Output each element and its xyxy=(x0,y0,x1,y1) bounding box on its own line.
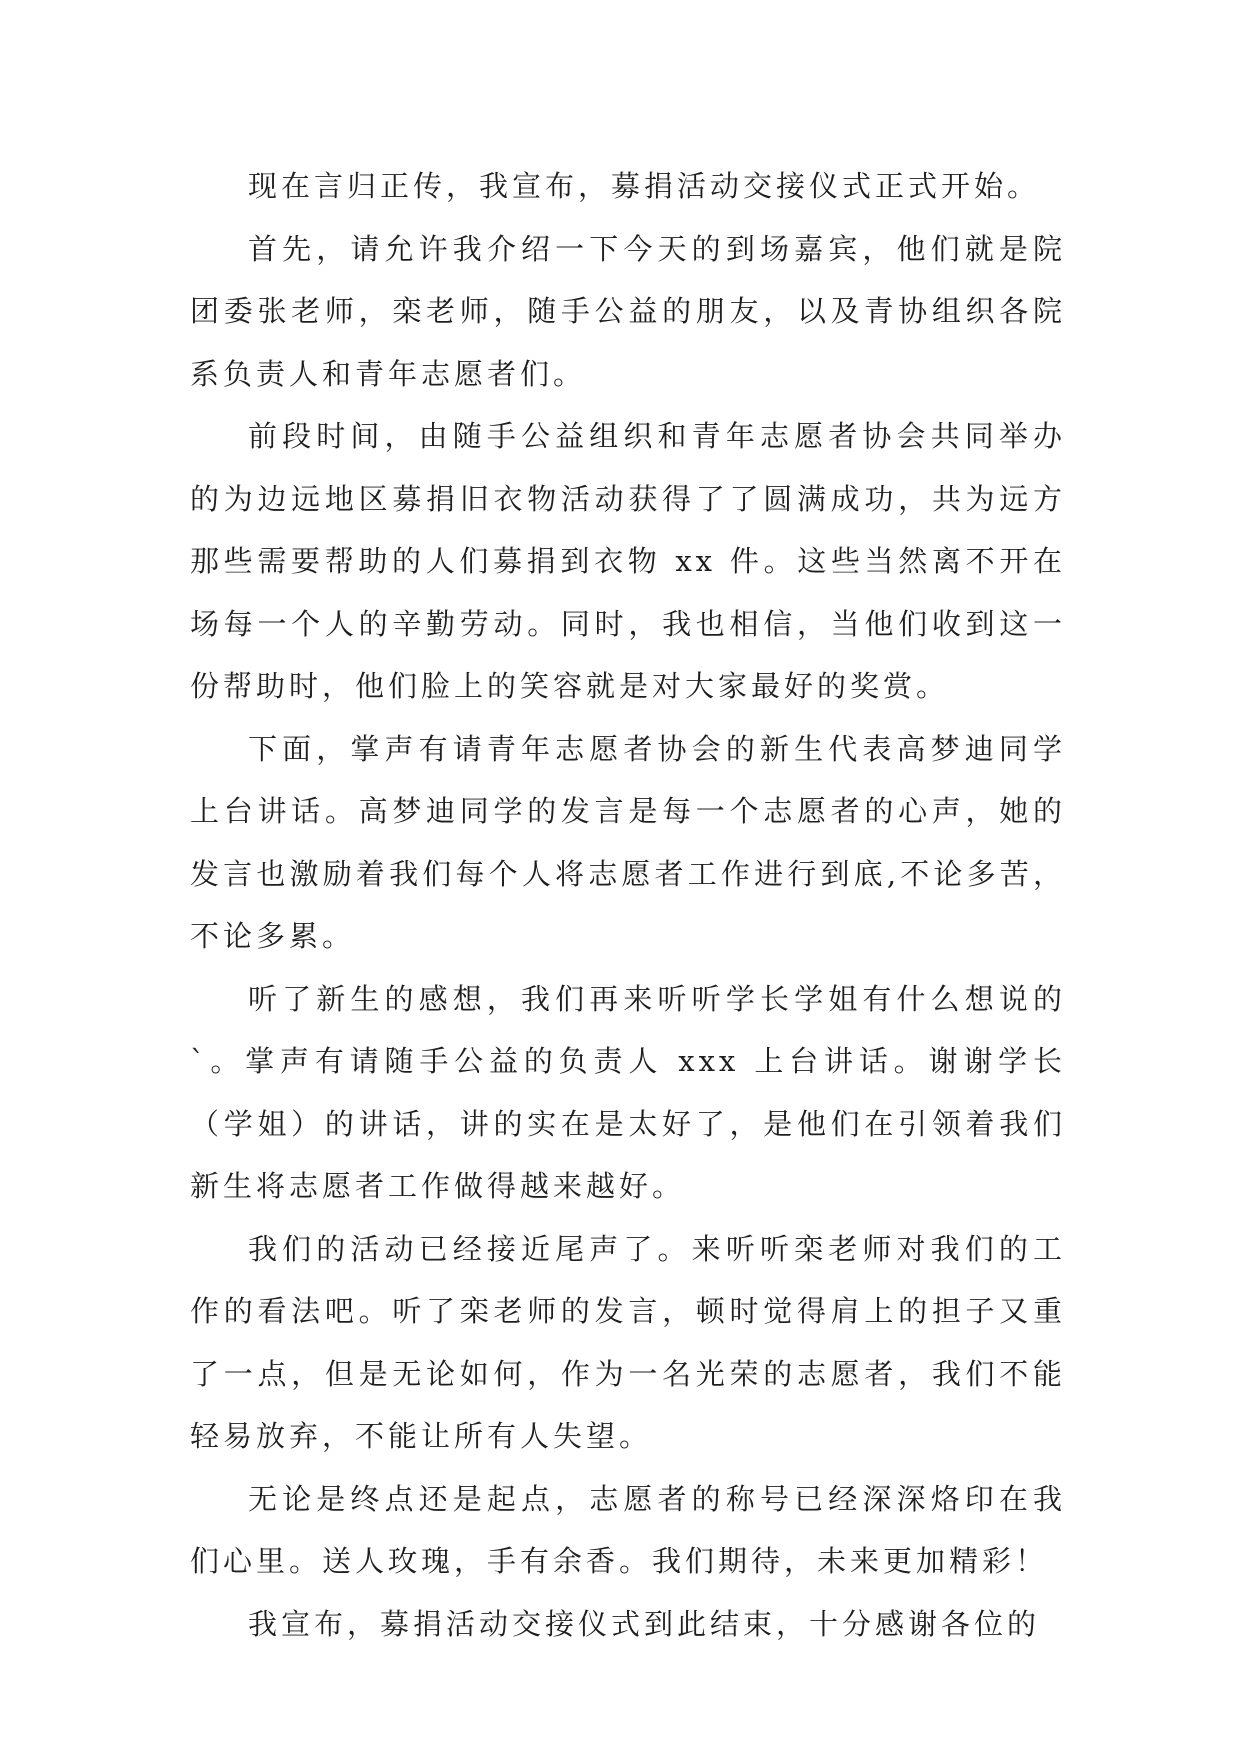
document-body xyxy=(190,155,1066,1655)
paragraph: 我宣布，募捐活动交接仪式到此结束，十分感谢各位的 xyxy=(248,1606,1041,1641)
paragraph: 下面，掌声有请青年志愿者协会的新生代表高梦迪同学上台讲话。高梦迪同学的发言是每一个志愿者的心声，她的发言也激励着我们每个人将志愿者工作进行到底,不论多苦，不论多累。 xyxy=(190,731,1066,953)
paragraph: 前段时间，由随手公益组织和青年志愿者协会共同举办的为边远地区募捐旧衣物活动获得了了圆满成功，共为远方那些需要帮助的人们募捐到衣物 xx 件。这些当然离不开在场每一个人的辛勤劳动。同时，我也相信，当他们收到这一份帮助时，他们脸上的笑容就是对大家最好的奖赏。 xyxy=(190,419,1066,703)
paragraph: 现在言归正传，我宣布，募捐活动交接仪式正式开始。 xyxy=(248,169,1041,203)
paragraph: 听了新生的感想，我们再来听听学长学姐有什么想说的`。掌声有请随手公益的负责人 xxx 上台讲话。谢谢学长（学姐）的讲话，讲的实在是太好了，是他们在引领着我们新生将志愿者工作做得越来越好。 xyxy=(190,981,1066,1203)
paragraph: 首先，请允许我介绍一下今天的到场嘉宾，他们就是院团委张老师，栾老师，随手公益的朋友，以及青协组织各院系负责人和青年志愿者们。 xyxy=(190,231,1066,391)
paragraph: 我们的活动已经接近尾声了。来听听栾老师对我们的工作的看法吧。听了栾老师的发言，顿时觉得肩上的担子又重了一点，但是无论如何，作为一名光荣的志愿者，我们不能轻易放弃，不能让所有人失望。 xyxy=(190,1231,1066,1453)
paragraph: 无论是终点还是起点，志愿者的称号已经深深烙印在我们心里。送人玫瑰，手有余香。我们期待，未来更加精彩！ xyxy=(190,1481,1066,1578)
